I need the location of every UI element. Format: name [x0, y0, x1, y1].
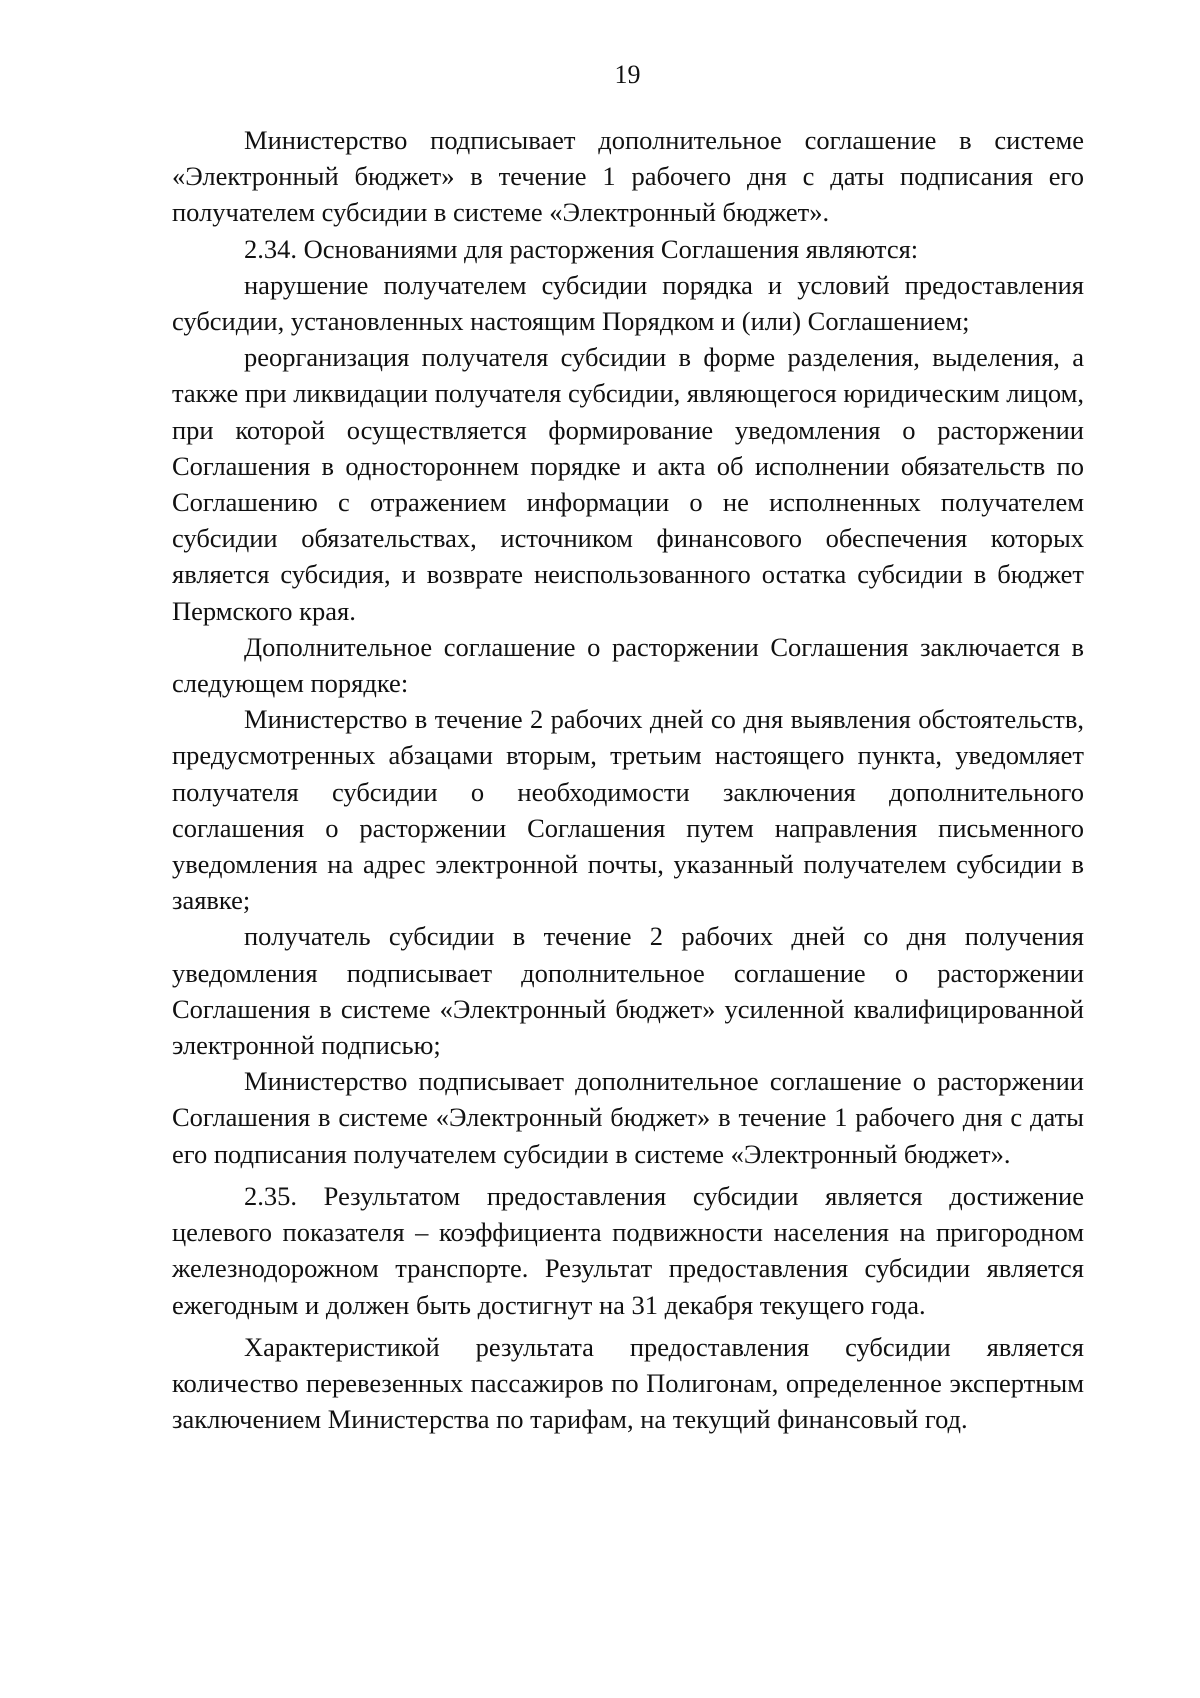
paragraph-violation: нарушение получателем субсидии порядка и условий предоставления субсидии, установленных настоящим Порядком и (или) Соглашением; [172, 269, 1084, 337]
paragraph-ministry-notifies: Министерство в течение 2 рабочих дней со дня выявления обстоятельств, предусмотренных абзацами вторым, третьим настоящего пункта, уведомляет получателя субсидии о необходимости заключения дополнительного соглашения о расторжении Соглашения путем направления письменного уведомления на адрес электронной почты, указанный получателем субсидии в заявке; [172, 704, 1084, 916]
paragraph-reorganization: реорганизация получателя субсидии в форме разделения, выделения, а также при ликвидации получателя субсидии, являющегося юридическим лицом, при которой осуществляется формирование уведомления о расторжении Соглашения в одностороннем порядке и акта об исполнении обязательств по Соглашению с отражением информации о не исполненных получателем субсидии обязательствах, источником финансового обеспечения которых является субсидия, и возврате неиспользованного остатка субсидии в бюджет Пермского края. [172, 342, 1084, 626]
page-number: 19 [614, 60, 641, 89]
paragraph-result-characteristic: Характеристикой результата предоставления субсидии является количество перевезенных пассажиров по Полигонам, определенное экспертным заключением Министерства по тарифам, на текущий финансовый год. [172, 1331, 1084, 1435]
paragraph-2-34-heading: 2.34. Основаниями для расторжения Соглашения являются: [244, 233, 919, 264]
document-body [172, 122, 1084, 1437]
paragraph-ministry-signs-termination: Министерство подписывает дополнительное соглашение о расторжении Соглашения в системе «Электронный бюджет» в течение 1 рабочего дня с даты его подписания получателем субсидии в системе «Электронный бюджет». [172, 1066, 1084, 1169]
paragraph-recipient-signs: получатель субсидии в течение 2 рабочих дней со дня получения уведомления подписывает дополнительное соглашение о расторжении Соглашения в системе «Электронный бюджет» усиленной квалифицированной электронной подписью; [172, 921, 1084, 1061]
paragraph-2-35-result: 2.35. Результатом предоставления субсидии является достижение целевого показателя – коэффициента подвижности населения на пригородном железнодорожном транспорте. Результат предоставления субсидии является ежегодным и должен быть достигнут на 31 декабря текущего года. [172, 1180, 1084, 1320]
paragraph-termination-procedure: Дополнительное соглашение о расторжении Соглашения заключается в следующем порядке: [172, 631, 1084, 699]
paragraph-ministry-signs: Министерство подписывает дополнительное соглашение в системе «Электронный бюджет» в течение 1 рабочего дня с даты подписания его получателем субсидии в системе «Электронный бюджет». [172, 125, 1084, 228]
